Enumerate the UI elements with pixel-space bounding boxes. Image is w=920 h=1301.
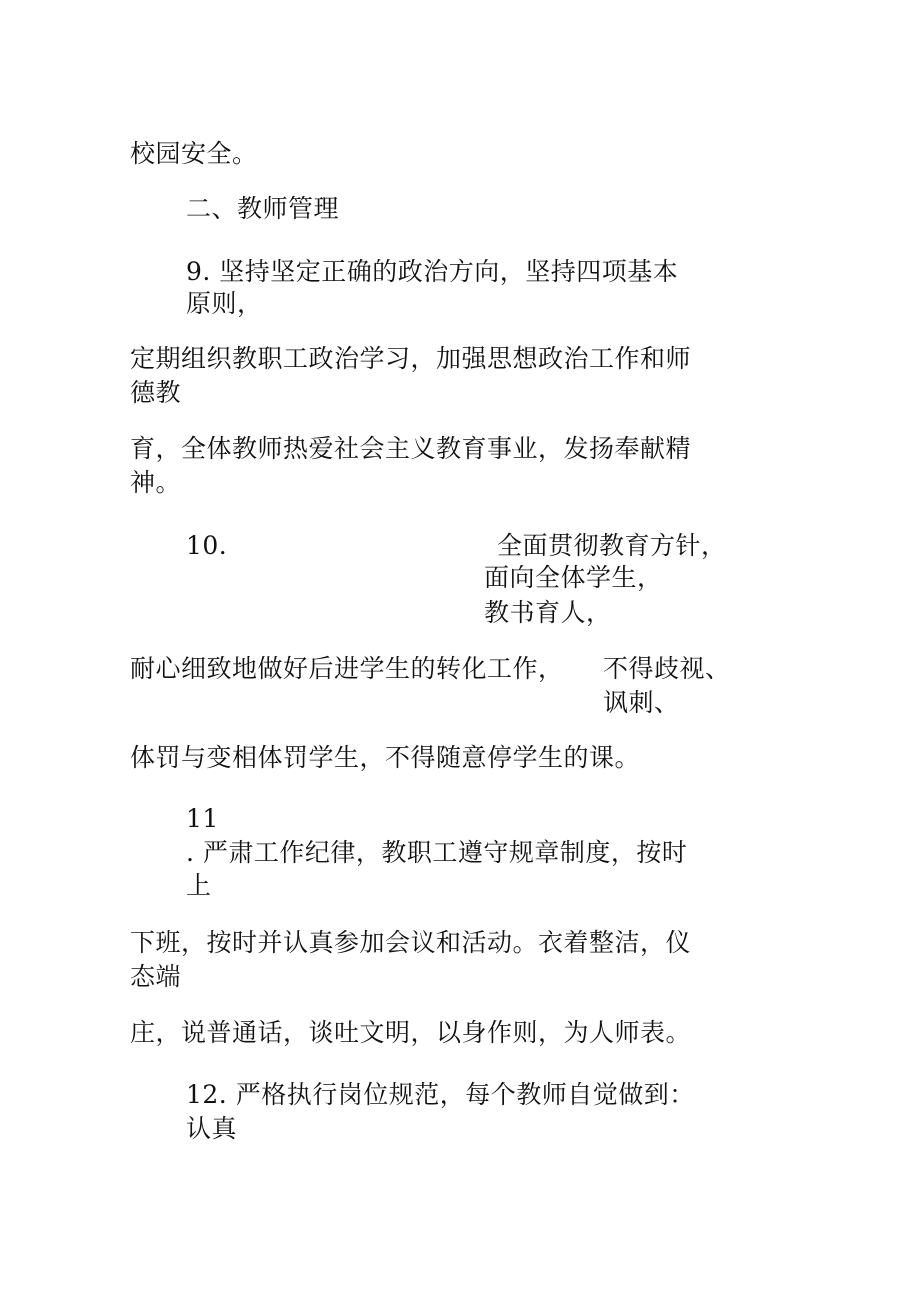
text-line: 9. 坚持坚定正确的政治方向，坚持四项基本 (186, 257, 679, 286)
text-line: 上 (186, 871, 212, 900)
text-line: 体罚与变相体罚学生，不得随意停学生的课。 (130, 743, 641, 772)
text-line: 面向全体学生， (484, 563, 663, 592)
text-line: 不得歧视、 (603, 654, 731, 683)
text-line: 下班，按时并认真参加会议和活动。衣着整洁，仪 (130, 928, 692, 957)
text-line: . 严肃工作纪律，教职工遵守规章制度，按时 (186, 838, 688, 867)
text-line: 认真 (186, 1114, 238, 1143)
text-line: 12. 严格执行岗位规范，每个教师自觉做到： (186, 1080, 695, 1109)
text-line: 德教 (130, 378, 182, 407)
item-number: 11 (186, 804, 219, 833)
text-line: 庄，说普通话，谈吐文明，以身作则，为人师表。 (130, 1018, 692, 1047)
text-line: 神。 (130, 468, 182, 497)
section-heading: 二、教师管理 (186, 194, 340, 223)
text-line: 育，全体教师热爱社会主义教育事业，发扬奉献精 (130, 434, 692, 463)
text-line: 全面贯彻教育方针， (497, 531, 727, 560)
text-line: 教书育人， (484, 598, 612, 627)
text-line: 讽刺、 (603, 688, 680, 717)
text-line: 原则， (186, 289, 263, 318)
text-line: 耐心细致地做好后进学生的转化工作， (130, 654, 564, 683)
text-line: 态端 (130, 962, 182, 991)
item-number: 10. (186, 531, 228, 560)
text-line: 定期组织教职工政治学习，加强思想政治工作和师 (130, 344, 692, 373)
text-line: 校园安全。 (130, 139, 258, 168)
